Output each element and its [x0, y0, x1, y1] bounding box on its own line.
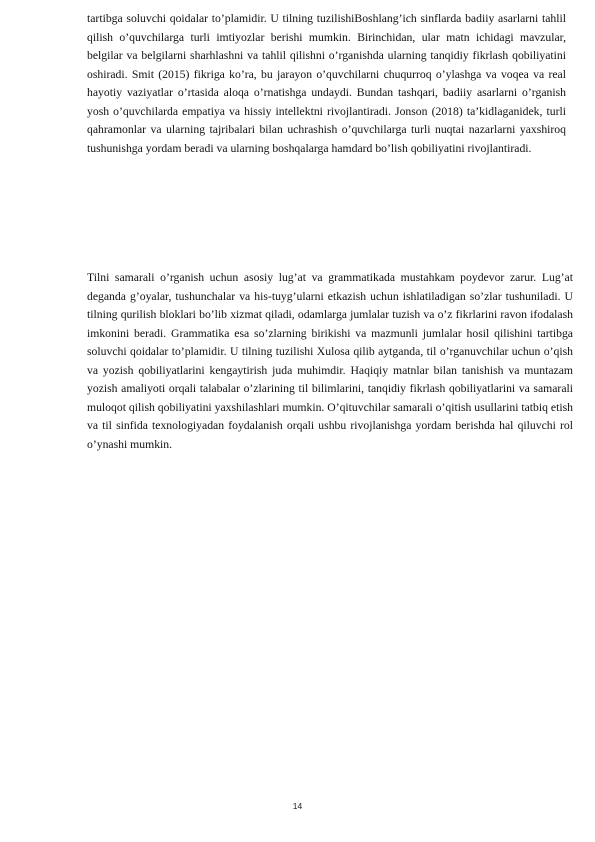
body-paragraph-2: Tilni samarali o’rganish uchun asosiy lug’at va grammatikada mustahkam poydevor zarur. Lug’at deganda g’oyalar, tushunchalar va his-tuyg’ularni etkazish uchun ishlatiladigan so’zlar tushuniladi. U tilning qurilish bloklari bo’lib xizmat qiladi, odamlarga jumlalar tuzish va o’z fikrlarini ravon ifodalash imkonini beradi. Grammatika esa so’zlarning birikishi va mazmunli jumlalar hosil qilishini tartibga soluvchi qoidalar to’plamidir. U tilning tuzilishi Xulosa qilib aytganda, til o’rganuvchilar uchun o’qish va yozish qobiliyatlarini kengaytirish juda muhimdir. Haqiqiy matnlar bilan tanishish va muntazam yozish amaliyoti orqali talabalar o’zlarining til bilimlarini, tanqidiy fikrlash qobiliyatlarini va samarali muloqot qilish qobiliyatini yaxshilashlari mumkin. O’qituvchilar samarali o’qitish usullarini tatbiq etish va til sinfida texnologiyadan foydalanish orqali ushbu rivojlanishga yordam berishda hal qiluvchi rol o’ynashi mumkin.: [87, 271, 573, 451]
body-paragraph-1: tartibga soluvchi qoidalar to’plamidir. U tilning tuzilishiBoshlang’ich sinflarda badiiy asarlarni tahlil qilish o’quvchilarga turli imtiyozlar berishi mumkin. Birinchidan, ular matn ichidagi mavzular, belgilar va belgilarni sharhlashni va tahlil qilishni o’rganishda ularning tanqidiy fikrlash qobiliyatini oshiradi. Smit (2015) fikriga ko’ra, bu jarayon o’quvchilarni chuqurroq o’ylashga va voqea va real hayotiy vaziyatlar o’rtasida aloqa o’rnatishga undaydi. Bundan tashqari, badiiy asarlarni o’rganish yosh o’quvchilarda empatiya va hissiy intellektni rivojlantiradi. Jonson (2018) ta’kidlaganidek, turli qahramonlar va ularning tajribalari bilan uchrashish o’quvchilarga turli nuqtai nazarlarni yaxshiroq tushunishga yordam beradi va ularning boshqalarga hamdard bo’lish qobiliyatini rivojlantiradi.: [87, 12, 566, 155]
page-number: 14: [292, 801, 303, 811]
